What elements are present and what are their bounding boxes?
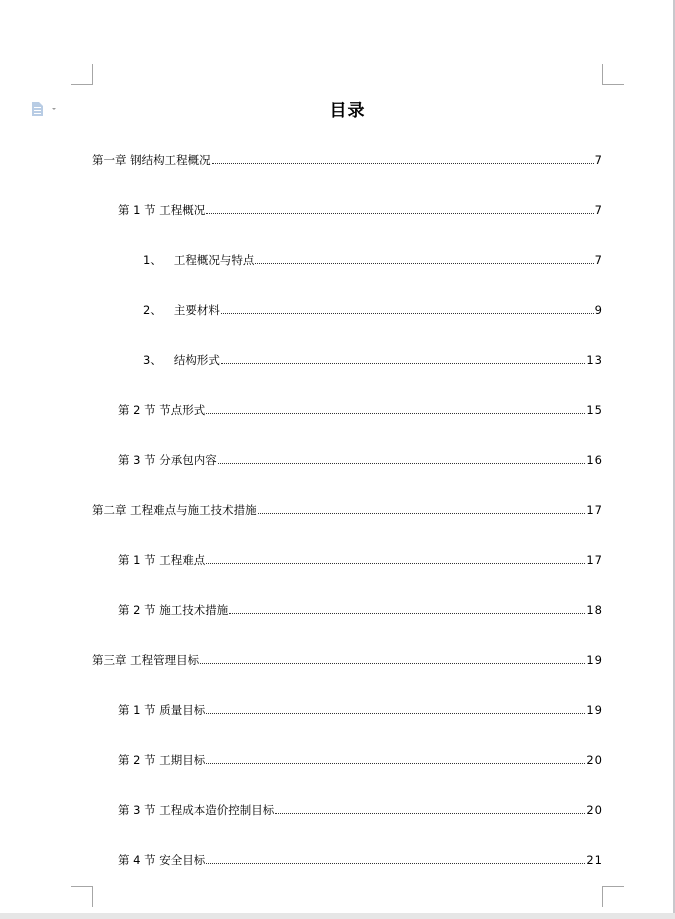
toc-label: 第 1 节 工程概况 xyxy=(118,203,206,217)
page-title: 目录 xyxy=(329,101,366,121)
crop-mark-bottom-right-h xyxy=(602,886,624,887)
dot-leader xyxy=(206,762,585,764)
toc-entry[interactable] xyxy=(118,201,603,217)
toc-entry[interactable] xyxy=(118,451,603,467)
toc-entry[interactable] xyxy=(118,601,603,617)
crop-mark-bottom-right-v xyxy=(602,886,603,907)
toc-page-number: 7 xyxy=(594,153,603,167)
toc-page-number: 17 xyxy=(586,553,603,567)
toc-page-number: 17 xyxy=(586,503,603,517)
toc-entry[interactable] xyxy=(92,501,603,517)
dot-leader xyxy=(212,162,594,164)
crop-mark-top-left-h xyxy=(71,84,93,85)
toc-entry[interactable] xyxy=(118,801,603,817)
toc-label: 主要材料 xyxy=(173,303,220,317)
dot-leader xyxy=(221,362,586,364)
toc-page-number: 9 xyxy=(594,303,603,317)
crop-mark-top-right-v xyxy=(602,64,603,85)
toc-entry[interactable] xyxy=(143,301,603,317)
toc-entry[interactable] xyxy=(118,751,603,767)
toc-entry[interactable] xyxy=(118,851,603,867)
toc-page-number: 15 xyxy=(586,403,603,417)
toc-page-number: 19 xyxy=(586,653,603,667)
toc-label: 第二章 工程难点与施工技术措施 xyxy=(92,503,257,517)
toc-label: 第 2 节 节点形式 xyxy=(118,403,206,417)
dot-leader xyxy=(258,512,586,514)
toc-number: 2、 xyxy=(143,303,162,317)
toc-page-number: 7 xyxy=(594,253,603,267)
toc-label: 第一章 钢结构工程概况 xyxy=(92,153,211,167)
toc-entry[interactable] xyxy=(92,151,603,167)
toc-label: 第三章 工程管理目标 xyxy=(92,653,200,667)
dot-leader xyxy=(206,862,585,864)
dot-leader xyxy=(200,662,585,664)
dot-leader xyxy=(221,312,594,314)
toc-label: 第 4 节 安全目标 xyxy=(118,853,206,867)
toc-label: 工程概况与特点 xyxy=(173,253,255,267)
dot-leader xyxy=(206,212,593,214)
dot-leader xyxy=(206,412,585,414)
toc-entry[interactable] xyxy=(92,651,603,667)
toc-page-number: 20 xyxy=(586,753,603,767)
toc-page-number: 19 xyxy=(586,703,603,717)
toc-page-number: 13 xyxy=(586,353,603,367)
page-bottom-gap xyxy=(0,913,675,919)
toc-entry[interactable] xyxy=(143,351,603,367)
toc-label: 第 2 节 工期目标 xyxy=(118,753,206,767)
toc-label: 第 3 节 分承包内容 xyxy=(118,453,217,467)
toc-label: 第 1 节 工程难点 xyxy=(118,553,206,567)
toc-page-number: 21 xyxy=(586,853,603,867)
toc-entry[interactable] xyxy=(143,251,603,267)
toc-number: 1、 xyxy=(143,253,162,267)
dot-leader xyxy=(275,812,585,814)
toc-number: 3、 xyxy=(143,353,162,367)
toc-entry[interactable] xyxy=(118,551,603,567)
toc-label: 第 1 节 质量目标 xyxy=(118,703,206,717)
toc-label: 结构形式 xyxy=(173,353,220,367)
crop-mark-bottom-left-v xyxy=(92,886,93,907)
toc-entry[interactable] xyxy=(118,401,603,417)
toc-page-number: 18 xyxy=(586,603,603,617)
crop-mark-top-left-v xyxy=(92,64,93,85)
toc-entry[interactable] xyxy=(118,701,603,717)
toc-label: 第 3 节 工程成本造价控制目标 xyxy=(118,803,275,817)
dot-leader xyxy=(206,562,585,564)
dot-leader xyxy=(206,712,585,714)
dot-leader xyxy=(229,612,585,614)
dot-leader xyxy=(255,262,593,264)
toc-page-number: 7 xyxy=(594,203,603,217)
toc-label: 第 2 节 施工技术措施 xyxy=(118,603,229,617)
crop-mark-top-right-h xyxy=(602,84,624,85)
toc-page-number: 20 xyxy=(586,803,603,817)
toc-page-number: 16 xyxy=(586,453,603,467)
crop-mark-bottom-left-h xyxy=(71,886,93,887)
dot-leader xyxy=(218,462,586,464)
